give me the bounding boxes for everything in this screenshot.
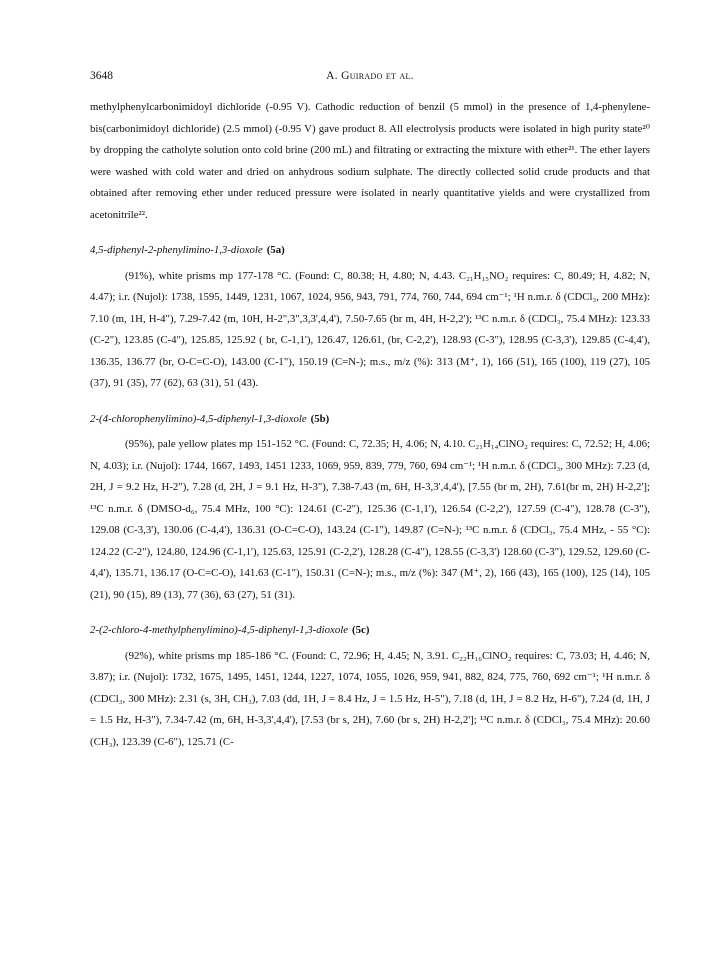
compound-data: (95%), pale yellow plates mp 151-152 °C. (Found: C, 72.35; H, 4.06; N, 4.10. C₂₁H₁₄ClNO₂ requires: C, 72.52; H, 4.06; N, 4.03); i.r. (Nujol): 1744, 1667, 1493, 1451 1233, 1069, 959, 839, 779, 760, 694 cm⁻¹; ¹H n.m.r. δ (CDCl₃, 300 MHz): 7.23 (d, 2H, J = 9.2 Hz, H-2"), 7.28 (d, 2H, J = 9.1 Hz, H-3"), 7.38-7.43 (m, 6H, H-3,3',4,4'), [7.55 (br m, 2H), 7.61(br m, 2H) H-2,2']; ¹³C n.m.r. δ (DMSO-d₆, 75.4 MHz, 100 °C): 124.61 (C-2"), 125.36 (C-1,1'), 126.54 (C-2,2'), 127.59 (C-4"), 128.78 (C-3"), 129.08 (C-3,3'), 130.06 (C-4,4'), 136.31 (O-C=C-O), 143.24 (C-1"), 149.87 (C=N-); ¹³C n.m.r. δ (CDCl₃, 75.4 MHz, - 55 °C): 124.22 (C-2"), 124.80, 124.96 (C-1,1'), 125.63, 125.91 (C-2,2'), 128.28 (C-4"), 128.55 (C-3,3') 128.60 (C-3"), 129.52, 129.60 (C-4,4'), 135.71, 136.17 (O-C=C-O), 141.63 (C-1"), 150.31 (C=N-); m.s., m/z (%): 347 (M⁺, 2), 166 (43), 165 (100), 125 (14), 105 (21), 90 (15), 89 (13), 77 (36), 63 (27), 51 (31).: [90, 438, 650, 601]
compound-name: 4,5-diphenyl-2-phenylimino-1,3-dioxole: [90, 244, 263, 256]
compound-title: [90, 409, 650, 431]
page-number: 3648: [90, 70, 113, 82]
compound-label: (5a): [266, 244, 285, 256]
compound-label: (5b): [310, 412, 330, 425]
compound-entry-5b: [90, 409, 650, 607]
compound-name: 2-(2-chloro-4-methylphenylimino)-4,5-diphenyl-1,3-dioxole: [90, 624, 349, 636]
compound-data: (91%), white prisms mp 177-178 °C. (Found: C, 80.38; H, 4.80; N, 4.43. C₂₁H₁₅NO₂ requires: C, 80.49; H, 4.82; N, 4.47); i.r. (Nujol): 1738, 1595, 1449, 1231, 1067, 1024, 956, 943, 791, 774, 760, 744, 694 cm⁻¹; ¹H n.m.r. δ (CDCl₃, 200 MHz): 7.10 (m, 1H, H-4"), 7.29-7.42 (m, 10H, H-2",3",3,3',4,4'), 7.50-7.65 (br m, 4H, H-2,2'); ¹³C n.m.r. δ (CDCl₃, 75.4 MHz): 123.33 (C-2"), 123.85 (C-4"), 125.85, 125.92 ( br, C-1,1'), 126.47, 126.61, (br, C-2,2'), 128.93 (C-3"), 128.95 (C-3,3'), 129.85 (C-4,4'), 136.35, 136.77 (br, O-C=C-O), 143.00 (C-1"), 150.19 (C=N-); m.s., m/z (%): 313 (M⁺, 1), 166 (51), 165 (100), 119 (27), 105 (37), 91 (35), 77 (62), 63 (31), 51 (43).: [90, 269, 650, 389]
compound-data: (92%), white prisms mp 185-186 °C. (Found: C, 72.96; H, 4.45; N, 3.91. C₂₂H₁₆ClNO₂ requires: C, 73.03; H, 4.46; N, 3.87); i.r. (Nujol): 1732, 1675, 1495, 1451, 1244, 1227, 1074, 1055, 1026, 959, 941, 882, 824, 775, 760, 692 cm⁻¹; ¹H n.m.r. δ (CDCl₃, 300 MHz): 2.31 (s, 3H, CH₃), 7.03 (dd, 1H, J = 8.4 Hz, J = 1.5 Hz, H-5"), 7.18 (d, 1H, J = 8.2 Hz, H-6"), 7.24 (d, 1H, J = 1.5 Hz, H-3"), 7.34-7.42 (m, 6H, H-3,3',4,4'), [7.53 (br s, 2H), 7.60 (br s, 2H) H-2,2']; ¹³C n.m.r. δ (CDCl₃, 75.4 MHz): 20.60 (CH₃), 123.39 (C-6"), 125.71 (C-: [90, 649, 650, 748]
intro-paragraph: methylphenylcarbonimidoyl dichloride (-0.95 V). Cathodic reduction of benzil (5 mmol) in the presence of 1,4-phenylene-bis(carbonimidoyl dichloride) (2.5 mmol) (-0.95 V) gave product 8. All electrolysis products were isolated in high purity state²⁰ by dropping the catholyte solution onto cold brine (200 mL) and filtrating or extracting the mixture with ether²¹. The ether layers were washed with cold water and dried on anhydrous sodium sulphate. The directly collected solid crude products and that obtained after removing ether under reduced pressure were isolated in nearly quantitative yields and were crystallized from acetonitrile²².: [90, 101, 650, 221]
compound-entry-5c: [90, 620, 650, 753]
running-head: A. Guirado et al.: [326, 70, 414, 82]
body-text: [90, 97, 650, 753]
compound-entry-5a: [90, 240, 650, 395]
compound-label: (5c): [352, 624, 370, 636]
page-header: [90, 70, 650, 84]
compound-title: [90, 240, 650, 262]
compound-title: [90, 620, 650, 642]
compound-name: 2-(4-chlorophenylimino)-4,5-diphenyl-1,3-dioxole: [90, 412, 307, 425]
